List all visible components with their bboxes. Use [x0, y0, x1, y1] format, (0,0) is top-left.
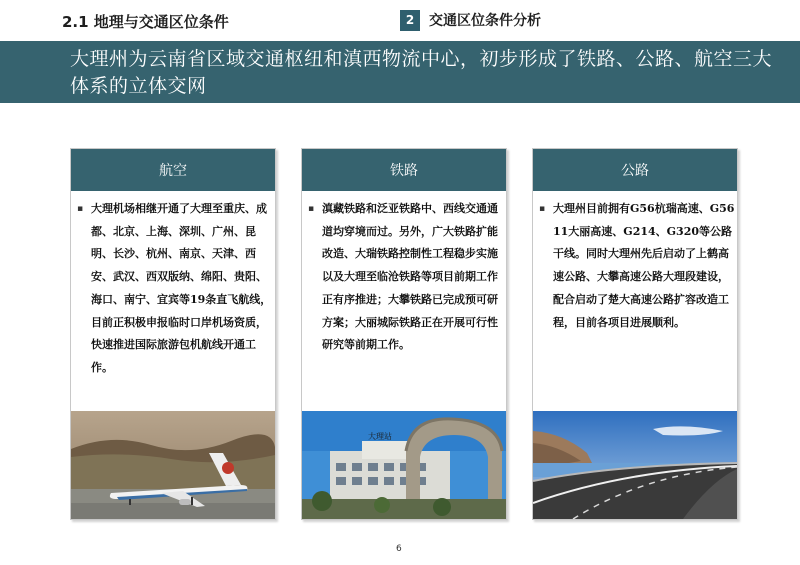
page-number: 6	[396, 544, 402, 554]
subsection-heading	[400, 9, 541, 31]
subsection-number-badge: 2	[400, 10, 420, 31]
railway-station-illustration	[302, 411, 506, 519]
subsection-title: 交通区位条件分析	[429, 13, 541, 29]
headline-text: 大理州为云南省区域交通枢纽和滇西物流中心，初步形成了铁路、公路、航空三大体系的立体交网	[70, 48, 773, 97]
card-body	[310, 198, 506, 357]
highway-road-photo	[533, 411, 737, 519]
bullet-icon: ▪	[308, 204, 315, 214]
card-railway	[301, 148, 507, 520]
bullet-icon: ▪	[539, 204, 546, 214]
section-title: 2.1 地理与交通区位条件	[62, 13, 229, 31]
card-body	[541, 198, 737, 334]
bullet-icon: ▪	[77, 204, 84, 214]
railway-station-photo	[302, 411, 506, 519]
airport-plane-illustration	[71, 411, 275, 519]
card-text: 大理州目前拥有G56杭瑞高速、G5611大丽高速、G214、G320等公路干线。同时大理州先后启动了上鹤高速公路、大攀高速公路大理段建设，配合启动了楚大高速公路扩容改造工程，目前各项目进展顺利。	[553, 202, 735, 329]
station-sign: 大理站	[368, 432, 392, 441]
airport-plane-photo	[71, 411, 275, 519]
card-title: 铁路	[302, 149, 506, 191]
headline-banner	[0, 41, 800, 103]
card-body	[79, 198, 275, 380]
card-aviation	[70, 148, 276, 520]
card-text: 滇藏铁路和泛亚铁路中、西线交通通道均穿境而过。另外，广大铁路扩能改造、大瑞铁路控制性工程稳步实施以及大理至临沧铁路等项目前期工作正有序推进；大攀铁路已完成预可研方案；大丽城际铁路正在开展可行性研究等前期工作。	[322, 202, 498, 352]
card-title: 航空	[71, 149, 275, 191]
card-title: 公路	[533, 149, 737, 191]
card-text: 大理机场相继开通了大理至重庆、成都、北京、上海、深圳、广州、昆明、长沙、杭州、南京、天津、西安、武汉、西双版纳、绵阳、贵阳、海口、南宁、宜宾等19条直飞航线，目前正积极申报临时口岸机场资质，快速推进国际旅游包机航线开通工作。	[91, 202, 272, 374]
highway-road-illustration	[533, 411, 737, 519]
card-highway	[532, 148, 738, 520]
